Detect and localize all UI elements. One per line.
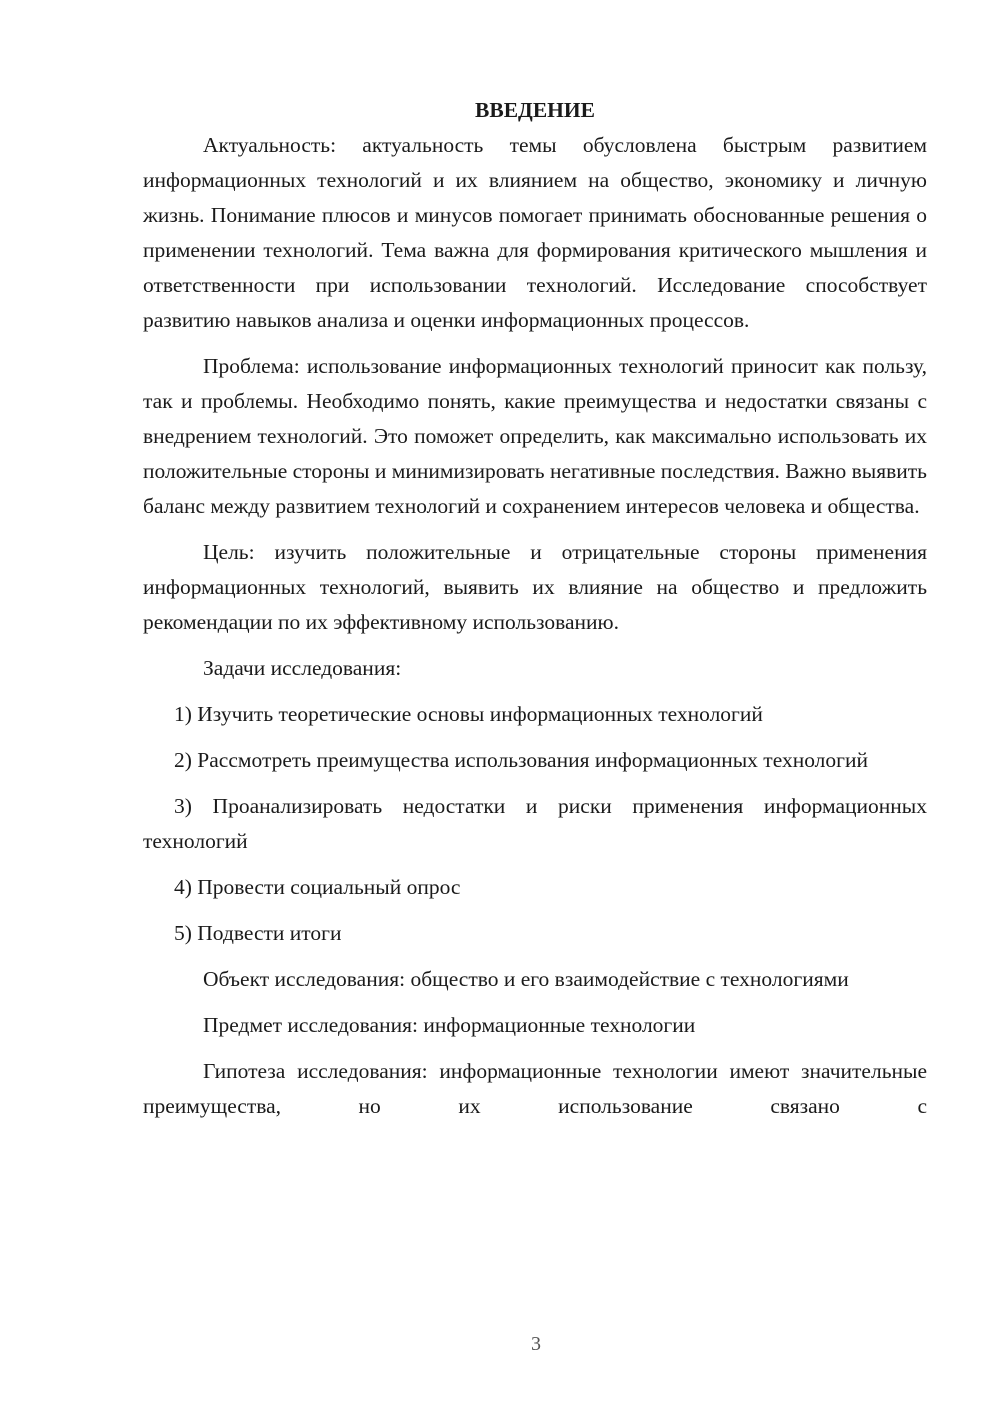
task-item-1: 1) Изучить теоретические основы информационных технологий	[174, 702, 763, 726]
hypothesis-paragraph: Гипотеза исследования: информационные технологии имеют значительные преимущества, но их использование связано с	[143, 1059, 927, 1118]
object-paragraph: Объект исследования: общество и его взаимодействие с технологиями	[203, 967, 849, 991]
task-item-3: 3) Проанализировать недостатки и риски применения информационных технологий	[143, 794, 927, 853]
relevance-paragraph: Актуальность: актуальность темы обусловлена быстрым развитием информационных технологий и их влиянием на общество, экономику и личную жизнь. Понимание плюсов и минусов помогает принимать обоснованные решения о применении технологий. Тема важна для формирования критического мышления и ответственности при использовании технологий. Исследование способствует развитию навыков анализа и оценки информационных процессов.	[143, 133, 927, 332]
goal-paragraph: Цель: изучить положительные и отрицательные стороны применения информационных технологий, выявить их влияние на общество и предложить рекомендации по их эффективному использованию.	[143, 540, 927, 634]
page-number: 3	[531, 1333, 541, 1355]
task-item-5: 5) Подвести итоги	[174, 921, 342, 945]
subject-paragraph: Предмет исследования: информационные технологии	[203, 1013, 696, 1037]
section-heading: ВВЕДЕНИЕ	[475, 98, 595, 122]
problem-paragraph: Проблема: использование информационных технологий приносит как пользу, так и проблемы. Необходимо понять, какие преимущества и недостатки связаны с внедрением технологий. Это поможет определить, как максимально использовать их положительные стороны и минимизировать негативные последствия. Важно выявить баланс между развитием технологий и сохранением интересов человека и общества.	[143, 354, 927, 518]
page-content	[143, 93, 927, 1124]
task-item-4: 4) Провести социальный опрос	[174, 875, 461, 899]
task-item-2: 2) Рассмотреть преимущества использования информационных технологий	[174, 748, 868, 772]
tasks-title: Задачи исследования:	[203, 656, 402, 680]
